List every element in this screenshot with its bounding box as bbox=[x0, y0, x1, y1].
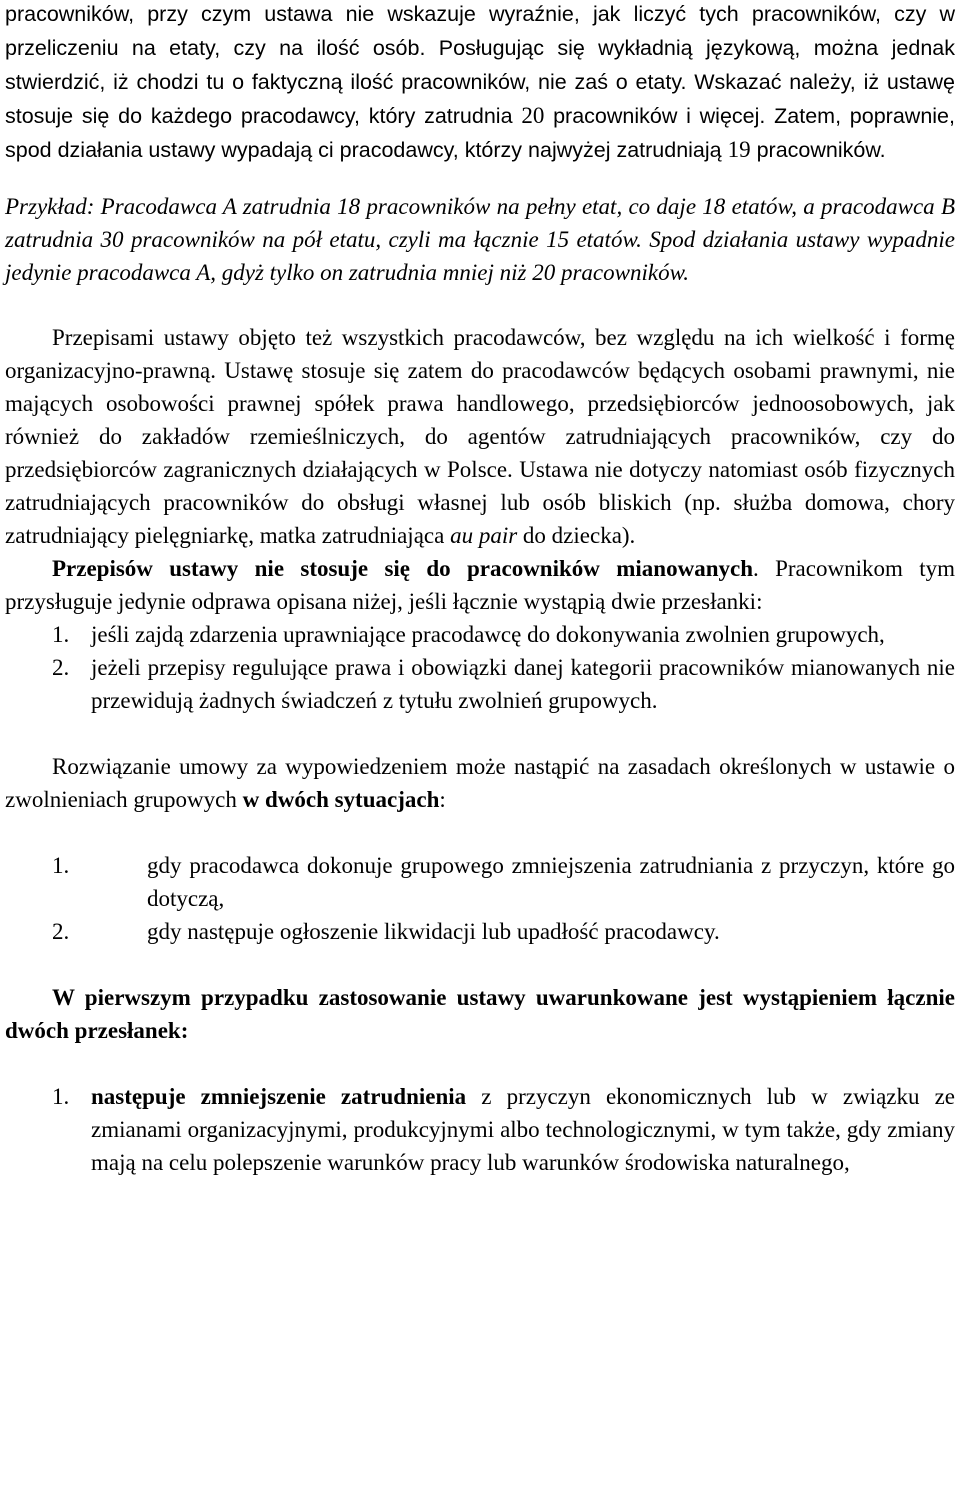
list-item bbox=[5, 651, 955, 717]
list-bold: następuje zmniejszenie zatrudnienia bbox=[91, 1084, 467, 1109]
list-text: z przyczyn ekonomicznych lub w związku ze zmianami organizacyjnymi, produkcyjnymi albo technologicznymi, w tym także, gdy zmiany mają na celu polepszenie warunków pracy lub warunków środowiska naturalnego, bbox=[91, 1084, 956, 1175]
appointed-rest: . Pracownikom tym przysługuje jedynie odprawa opisana niżej, jeśli łącznie wystąpią dwie przesłanki: bbox=[5, 556, 955, 614]
example-paragraph: Przykład: Pracodawca A zatrudnia 18 pracowników na pełny etat, co daje 18 etatów, a pracodawca B zatrudnia 30 pracowników na pół etatu, czyli ma łącznie 15 etatów. Spod działania ustawy wypadnie jedynie pracodawca A, gdyż tylko on zatrudnia mniej niż 20 pracowników. bbox=[5, 194, 955, 285]
scope-au-pair: au pair bbox=[450, 523, 518, 548]
intro-text-b: pracowników i więcej. Zatem, poprawnie, spod działania ustawy wypadają ci pracodawcy, którzy najwyżej zatrudniają bbox=[5, 104, 955, 162]
premises-list bbox=[5, 1080, 955, 1179]
scope-text-a: Przepisami ustawy objęto też wszystkich pracodawców, bez względu na ich wielkość i formę organizacyjno-prawną. Ustawę stosuje się zatem do pracodawców będących osobami prawnymi, nie mających osobowości prawnej spółek prawa handlowego, przedsiębiorców jednoosobowych, jak również do zakładów rzemieślniczych, do agentów zatrudniających pracowników, czy do przedsiębiorców zagranicznych działających w Polsce. Ustawa nie dotyczy natomiast osób fizycznych zatrudniających pracowników do obsługi własnej lub osób bliskich (np. służba domowa, chory zatrudniający pielęgniarkę, matka zatrudniająca bbox=[5, 325, 955, 548]
list-item bbox=[5, 915, 955, 948]
termination-paragraph bbox=[5, 750, 955, 816]
list-number: 1. bbox=[52, 622, 70, 647]
list-number: 2. bbox=[52, 919, 70, 944]
list-number: 2. bbox=[52, 655, 70, 680]
list-text: jeżeli przepisy regulujące prawa i obowiązki danej kategorii pracowników mianowanych nie przewidują żadnych świadczeń z tytułu zwolnień grupowych. bbox=[91, 655, 955, 713]
conditions-list bbox=[5, 618, 955, 717]
list-text: gdy pracodawca dokonuje grupowego zmniejszenia zatrudniania z przyczyn, które go dotyczą, bbox=[147, 853, 955, 911]
first-case-text: W pierwszym przypadku zastosowanie ustawy uwarunkowane jest wystąpieniem łącznie dwóch przesłanek: bbox=[5, 985, 955, 1043]
list-item bbox=[5, 1080, 955, 1179]
intro-text-a: pracowników, przy czym ustawa nie wskazuje wyraźnie, jak liczyć tych pracowników, czy w przeliczeniu na etaty, czy na ilość osób. Posługując się wykładnią językową, można jednak stwierdzić, iż chodzi tu o faktyczną ilość pracowników, nie zaś o etaty. Wskazać należy, iż ustawę stosuje się do każdego pracodawcy, który zatrudnia bbox=[5, 2, 955, 128]
termination-text-a: Rozwiązanie umowy za wypowiedzeniem może nastąpić na zasadach określonych w ustawie o zwolnieniach grupowych bbox=[5, 754, 955, 812]
intro-text-c: pracowników. bbox=[750, 138, 886, 162]
list-item bbox=[5, 618, 955, 651]
scope-text-b: do dziecka). bbox=[517, 523, 636, 548]
first-case-paragraph bbox=[5, 981, 955, 1047]
termination-text-b: : bbox=[439, 787, 446, 812]
list-number: 1. bbox=[52, 1084, 70, 1109]
termination-bold: w dwóch sytuacjach bbox=[242, 787, 440, 812]
intro-number-20: 20 bbox=[521, 103, 545, 128]
scope-paragraph bbox=[5, 321, 955, 552]
appointed-paragraph bbox=[5, 552, 955, 618]
list-item bbox=[5, 849, 955, 915]
list-text: gdy następuje ogłoszenie likwidacji lub upadłość pracodawcy. bbox=[147, 919, 720, 944]
intro-number-19: 19 bbox=[727, 137, 751, 162]
intro-paragraph bbox=[5, 0, 955, 167]
list-number: 1. bbox=[52, 853, 70, 878]
appointed-bold: Przepisów ustawy nie stosuje się do pracowników mianowanych bbox=[52, 556, 753, 581]
list-text: jeśli zajdą zdarzenia uprawniające pracodawcę do dokonywania zwolnien grupowych, bbox=[91, 622, 885, 647]
situations-list bbox=[5, 849, 955, 948]
